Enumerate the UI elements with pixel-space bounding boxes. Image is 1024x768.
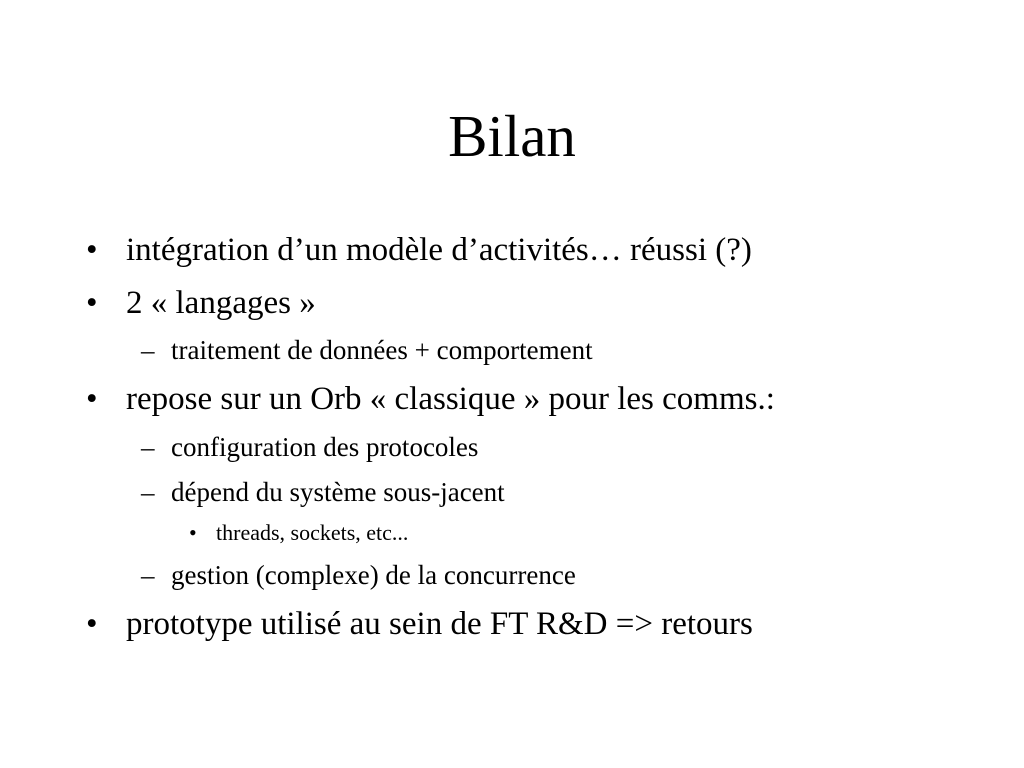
bullet-marker: •	[86, 285, 98, 321]
sub-sub-bullet-text: threads, sockets, etc...	[216, 520, 409, 545]
sub-bullet-text: traitement de données + comportement	[171, 335, 593, 365]
dash-marker: –	[141, 560, 155, 590]
sub-bullet-text: configuration des protocoles	[171, 432, 479, 462]
bullet-text: repose sur un Orb « classique » pour les comms.:	[126, 381, 775, 417]
bullet-marker: •	[86, 606, 98, 642]
dash-marker: –	[141, 335, 155, 365]
bullet-marker: •	[189, 520, 197, 545]
sub-bullet-text: dépend du système sous-jacent	[171, 477, 505, 507]
slide-title: Bilan	[448, 103, 576, 169]
dash-marker: –	[141, 432, 155, 462]
bullet-text: prototype utilisé au sein de FT R&D => retours	[126, 606, 753, 642]
bullet-text: 2 « langages »	[126, 285, 316, 321]
sub-bullet-text: gestion (complexe) de la concurrence	[171, 560, 576, 590]
bullet-marker: •	[86, 232, 98, 268]
bullet-marker: •	[86, 381, 98, 417]
dash-marker: –	[141, 477, 155, 507]
bullet-text: intégration d’un modèle d’activités… réussi (?)	[126, 232, 752, 268]
